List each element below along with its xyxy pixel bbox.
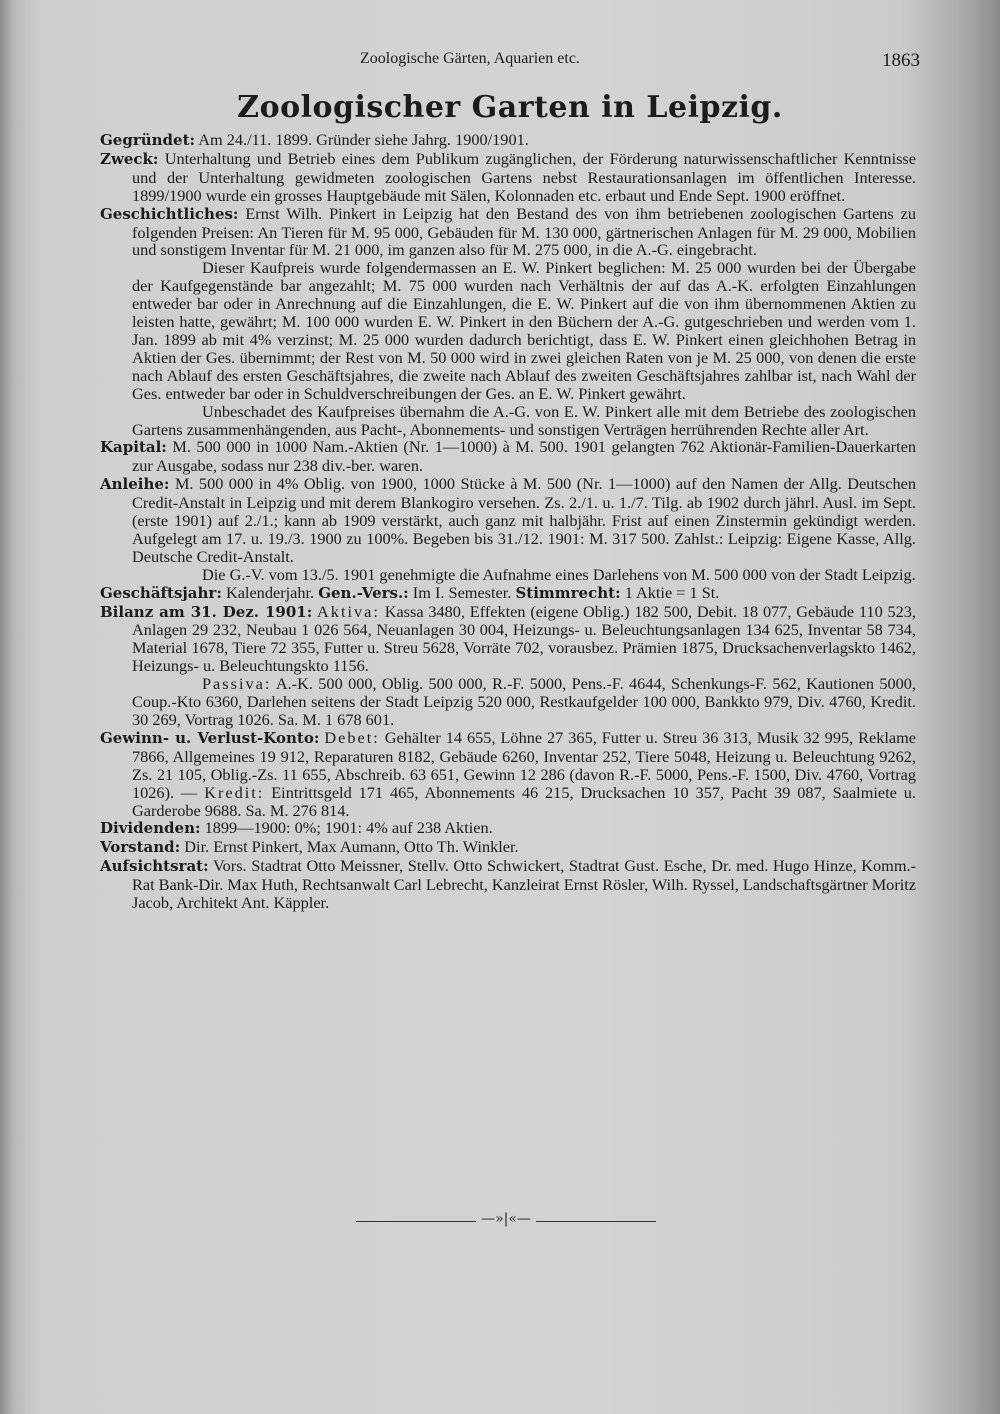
label-kapital: Kapital:: [100, 438, 167, 457]
text-dividenden: 1899—1900: 0%; 1901: 4% auf 238 Aktien.: [204, 818, 493, 838]
page-number: 1863: [882, 50, 920, 71]
section-separator: [356, 1211, 656, 1227]
section-anleihe: [100, 475, 916, 566]
page-header: [100, 50, 920, 76]
text-anleihe: M. 500 000 in 4% Oblig. von 1900, 1000 Stücke à M. 500 (Nr. 1—1000) auf den Namen der Allg. Deutschen Credit-Anstalt in Leipzig und mit derem Blankogiro versehen. Zs. 2./1. u. 1./7. Tilg. ab 1902 durch jährl. Ausl. im Sept. (erste 1901) auf 2./1.; kann ab 1909 verstärkt, auch ganz mit halbjähr. Frist auf einen Zinstermin gekündigt werden. Aufgelegt am 17. u. 19./3. 1900 zu 100%. Begeben bis 31./12. 1901: M. 317 500. Zahlst.: Leipzig: Eigene Kasse, Allg. Deutsche Credit-Anstalt.: [132, 474, 916, 566]
label-bilanz: Bilanz am 31. Dez. 1901:: [100, 602, 313, 621]
running-title: Zoologische Gärten, Aquarien etc.: [360, 50, 580, 67]
anleihe-paragraph-2: Die G.-V. vom 13./5. 1901 genehmigte die Aufnahme eines Darlehens von M. 500 000 von der Stadt Leipzig.: [202, 564, 916, 584]
text-stimmrecht: 1 Aktie = 1 St.: [624, 582, 720, 602]
text-aktiva: Kassa 3480, Effekten (eigene Oblig.) 182 500, Debit. 18 077, Gebäude 110 523, Anlagen 29 232, Neubau 1 026 564, Neuanlagen 30 004, Heizungs- u. Beleuchtungsanlagen 134 625, Inventar 58 734, Material 1678, Tiere 72 355, Futter u. Streu 5628, Vorräte 702, vorausbez. Prämien 1875, Drucksachenverlagskto 1462, Heizungs- u. Beleuchtungskto 1156.: [132, 601, 916, 676]
label-vorstand: Vorstand:: [100, 838, 181, 857]
text-kredit: Eintrittsgeld 171 465, Abonnements 46 215, Drucksachen 10 357, Pacht 39 087, Saalmiete u. Garderobe 9688. Sa. M. 276 814.: [132, 782, 916, 820]
section-aufsichtsrat: [100, 857, 916, 912]
label-genvers: Gen.-Vers.:: [318, 583, 409, 602]
separator-ornament: —»|«—: [481, 1211, 531, 1227]
label-anleihe: Anleihe:: [100, 475, 170, 494]
text-aufsichtsrat: Vors. Stadtrat Otto Meissner, Stellv. Otto Schwickert, Stadtrat Gust. Esche, Dr. med. Hugo Hinze, Komm.-Rat Bank-Dir. Max Huth, Rechtsanwalt Carl Lebrecht, Kanzleirat Ernst Rösler, Wilh. Ryssel, Landschaftsgärtner Moritz Jacob, Architekt Ant. Käppler.: [132, 856, 917, 913]
section-geschichtliches: [100, 205, 916, 260]
section-dividenden: [100, 819, 916, 838]
label-geschaeftsjahr: Geschäftsjahr:: [100, 583, 222, 602]
section-kapital: [100, 438, 916, 475]
label-aktiva: Aktiva:: [317, 601, 380, 621]
text-debet: Gehälter 14 655, Löhne 27 365, Futter u. Streu 36 313, Musik 32 995, Reklame 7866, Allgemeines 19 912, Reparaturen 8182, Gebäude 6260, Inventar 252, Tiere 5048, Heizung u. Beleuchtung 9262, Zs. 21 105, Oblig.-Zs. 11 655, Abschreib. 63 651, Gewinn 12 286 (davon R.-F. 5000, Pens.-F. 1500, Div. 4760, Vortrag 1026).: [132, 727, 917, 802]
text-zweck: Unterhaltung und Betrieb eines dem Publikum zugänglichen, der Förderung naturwissenschaftlicher Kenntnisse und der Unterhaltung gewidmeten zoologischen Gartens nebst Restaurationsanlagen im öffentlichen Interesse. 1899/1900 wurde ein grosses Hauptgebäude mit Sälen, Kolonnaden etc. erbaut und Ende Sept. 1900 eröffnet.: [132, 148, 916, 205]
label-debet: Debet:: [324, 727, 380, 747]
text-gegruendet: Am 24./11. 1899. Gründer siehe Jahrg. 1900/1901.: [198, 130, 529, 149]
section-gewinn-verlust: Gewinn- u. Verlust-Konto: Debet: Gehälter 14 655, Löhne 27 365, Futter u. Streu 36 313, Musik 32 995, Reklame 7866, Allgemeines 19 912, Reparaturen 8182, Gebäude 6260, Inventar 252, Tiere 5048, Heizung u. Beleuchtung 9262, Zs. 21 105, Oblig.-Zs. 11 655, Abschreib. 63 651, Gewinn 12 286 (davon R.-F. 5000, Pens.-F. 1500, Div. 4760, Vortrag 1026). — Kredit: Eintrittsgeld 171 465, Abonnements 46 215, Drucksachen 10 357, Pacht 39 087, Saalmiete u. Garderobe 9688. Sa. M. 276 814.: [100, 727, 917, 820]
text-kapital: M. 500 000 in 1000 Nam.-Aktien (Nr. 1—1000) à M. 500. 1901 gelangten 762 Aktionär-Familien-Dauerkarten zur Ausgabe, sodass nur 238 div.-ber. waren.: [132, 437, 916, 476]
section-bilanz: [100, 603, 916, 676]
section-zweck: [100, 150, 916, 205]
text-genvers: Im I. Semester.: [412, 582, 512, 602]
separator-line-right: [536, 1221, 656, 1222]
label-stimmrecht: Stimmrecht:: [515, 583, 621, 602]
page-title: Zoologischer Garten in Leipzig.: [237, 90, 783, 125]
section-geschaeftsjahr: [100, 584, 916, 603]
label-dividenden: Dividenden:: [100, 819, 201, 838]
text-geschichtliches: Ernst Wilh. Pinkert in Leipzig hat den Bestand des von ihm betriebenen zoologischen Gartens zu folgenden Preisen: An Tieren für M. 95 000, Gebäuden für M. 130 000, gärtnerischen Anlagen für M. 29 000, Mobilien und sonstigem Inventar für M. 21 000, im ganzen also für M. 275 000, in die A.-G. eingebracht.: [132, 203, 916, 260]
label-passiva: Passiva:: [202, 674, 272, 694]
label-zweck: Zweck:: [100, 149, 159, 168]
geschichtliches-paragraph-3: Unbeschadet des Kaufpreises übernahm die A.-G. von E. W. Pinkert alle mit dem Betriebe des zoologischen Gartens zusammenhängenden, aus Pacht-, Abonnements- und sonstigen Verträgen herrührenden Rechte aller Art.: [132, 401, 916, 439]
label-gegruendet: Gegründet:: [100, 131, 196, 149]
text-geschaeftsjahr: Kalenderjahr.: [225, 582, 315, 602]
section-vorstand: [100, 838, 916, 857]
label-gewinn-verlust: Gewinn- u. Verlust-Konto:: [100, 728, 320, 747]
bilanz-passiva: [100, 675, 916, 729]
text-vorstand: Dir. Ernst Pinkert, Max Aumann, Otto Th. Winkler.: [184, 837, 519, 857]
section-gegruendet: [100, 131, 916, 150]
geschichtliches-paragraph-2: Dieser Kaufpreis wurde folgendermassen an E. W. Pinkert beglichen: M. 25 000 wurden bei der Übergabe der Kaufgegenstände bar angezahlt; M. 75 000 wurden nach Verhältnis der auf das A.-K. erfolgten Einzahlungen entweder bar oder in Anrechnung auf die Einzahlungen, die E. W. Pinkert auf die von ihm übernommenen Aktien zu leisten hatte, gewährt; M. 100 000 wurden E. W. Pinkert in den Büchern der A.-G. gutgeschrieben und werden vom 1. Jan. 1899 ab mit 4% verzinst; M. 25 000 wurden dadurch berichtigt, dass E. W. Pinkert einen gleichhohen Betrag in Aktien der Ges. übernimmt; der Rest von M. 50 000 wird in zwei gleichen Raten von je M. 25 000, von denen die erste nach Ablauf des ersten Geschäftsjahres, die zweite nach Ablauf des zweiten Geschäftsjahres zahlbar ist, nach Wahl der Ges. entweder bar oder in Schuldverschreibungen der Ges. an E. W. Pinkert gewährt.: [132, 258, 916, 403]
text-passiva: A.-K. 500 000, Oblig. 500 000, R.-F. 5000, Pens.-F. 4644, Schenkungs-F. 562, Kautionen 5000, Coup.-Kto 6360, Darlehen seitens der Stadt Leipzig 520 000, Restkaufgelder 100 000, Bankkto 979, Div. 4760, Kredit. 30 269, Vortrag 1026. Sa. M. 1 678 601.: [132, 674, 916, 729]
article-body: [100, 131, 916, 912]
label-kredit: Kredit:: [204, 782, 265, 802]
separator-line-left: [356, 1221, 476, 1222]
label-geschichtliches: Geschichtliches:: [100, 204, 239, 223]
label-aufsichtsrat: Aufsichtsrat:: [100, 857, 209, 876]
